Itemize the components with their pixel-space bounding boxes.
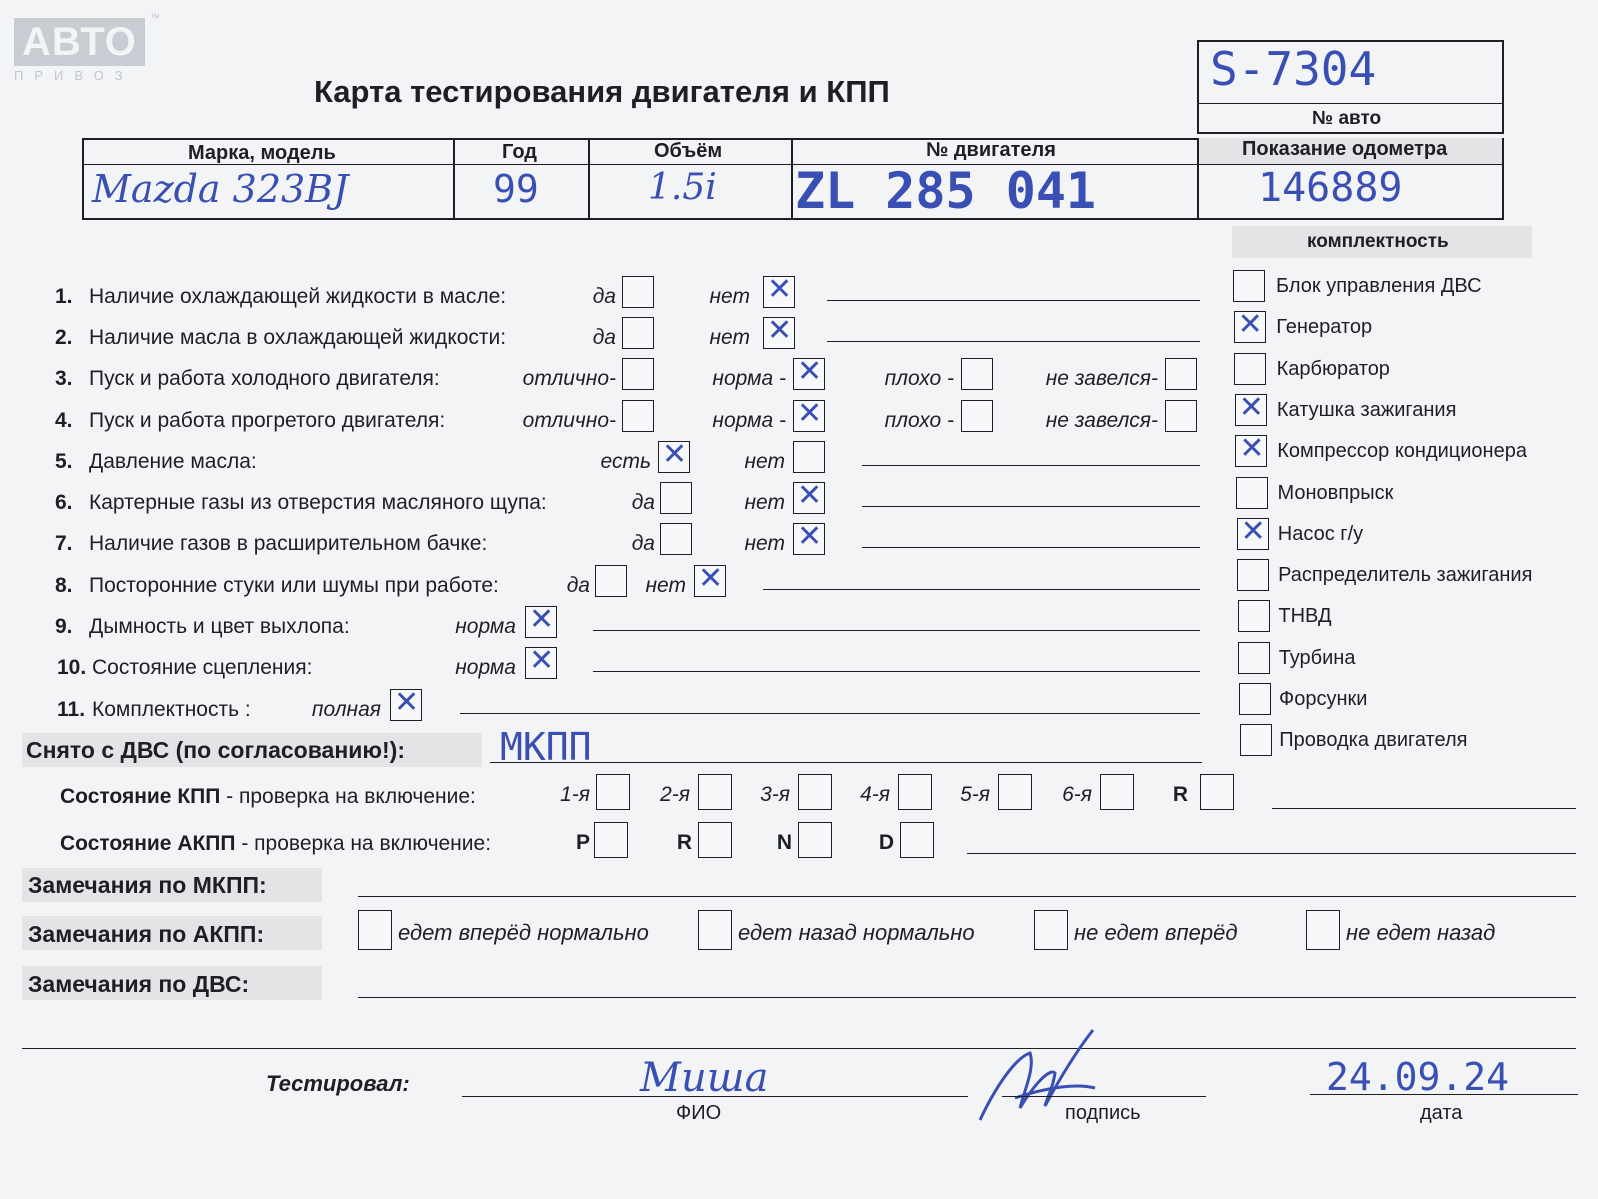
akpp-remark-label: едет назад нормально (738, 920, 975, 945)
option-checkbox[interactable] (793, 354, 825, 390)
kpp-gear-label: 1-я (560, 783, 590, 806)
row-number: 9. (55, 615, 73, 638)
row-number: 10. (57, 656, 87, 679)
check-mark-icon: ✕ (394, 685, 420, 720)
completeness-checkbox[interactable] (1238, 600, 1270, 632)
option-checkbox[interactable] (390, 685, 422, 721)
col-odometer: Показание одометра (1242, 138, 1448, 160)
option-checkbox[interactable] (793, 478, 825, 514)
col-year: Год (502, 141, 537, 163)
answer-line (763, 589, 1200, 590)
check-mark-icon: ✕ (767, 313, 793, 348)
kpp-gear-label: 4-я (860, 783, 890, 806)
akpp-remark-label: не едет назад (1346, 920, 1496, 945)
completeness-label: Моновпрыск (1277, 481, 1394, 504)
option-label: плохо - (884, 409, 954, 432)
kpp-gear-checkbox[interactable] (1200, 774, 1234, 810)
option-checkbox[interactable] (961, 400, 993, 432)
removed-label: Снято с ДВС (по согласованию!): (26, 737, 405, 763)
kpp-label (60, 786, 476, 807)
option-label: норма - (712, 367, 786, 390)
row-label: Комплектность : (92, 698, 251, 721)
signature-label: подпись (1065, 1102, 1141, 1124)
col-volume: Объём (654, 140, 723, 162)
akpp-remark-checkbox[interactable] (698, 910, 732, 950)
option-checkbox[interactable] (660, 482, 692, 514)
option-checkbox[interactable] (658, 437, 690, 473)
kpp-line (1272, 808, 1576, 809)
completeness-label: ТНВД (1278, 605, 1332, 628)
option-checkbox[interactable] (763, 313, 795, 349)
removed-line (490, 762, 1202, 763)
check-mark-icon: ✕ (797, 478, 823, 513)
option-checkbox[interactable] (793, 441, 825, 473)
answer-line (460, 713, 1200, 714)
akpp-gear-checkbox[interactable] (798, 822, 832, 858)
option-label: да (631, 532, 655, 555)
completeness-label: Катушка зажигания (1276, 398, 1457, 421)
kpp-gear-label: 6-я (1062, 783, 1092, 806)
answer-line (827, 341, 1200, 342)
akpp-line (967, 853, 1576, 854)
completeness-checkbox[interactable] (1237, 559, 1269, 591)
fio-label: ФИО (676, 1102, 722, 1124)
remarks-mkpp-label: Замечания по МКПП: (28, 872, 267, 898)
check-mark-icon: ✕ (1238, 389, 1264, 425)
answer-line (593, 630, 1200, 631)
row-label: Дымность и цвет выхлопа: (89, 615, 350, 638)
kpp-label-bold: Состояние КПП (60, 785, 221, 808)
option-label: нет (645, 574, 686, 597)
option-checkbox[interactable] (660, 523, 692, 555)
tester-name-value: Миша (640, 1055, 769, 1101)
car-number-value: S-7304 (1210, 42, 1377, 96)
option-label: да (631, 491, 655, 514)
fio-line (462, 1096, 968, 1097)
row-label: Посторонние стуки или шумы при работе: (89, 574, 499, 597)
col-engine-no: № двигателя (926, 139, 1056, 161)
remarks-dvs-label: Замечания по ДВС: (28, 971, 250, 997)
option-label: не завелся- (1045, 409, 1158, 432)
check-mark-icon: ✕ (797, 519, 823, 554)
date-line (1310, 1094, 1578, 1095)
akpp-remark-checkbox[interactable] (1034, 910, 1068, 950)
odometer-value: 146889 (1258, 165, 1403, 211)
option-checkbox[interactable] (525, 602, 557, 638)
row-number: 4. (55, 409, 73, 432)
row-number: 11. (57, 698, 86, 721)
akpp-gear-label: R (676, 831, 692, 854)
option-label: да (592, 326, 616, 349)
option-label: нет (744, 532, 785, 555)
row-label: Давление масла: (89, 450, 257, 473)
date-value: 24.09.24 (1326, 1055, 1510, 1099)
check-mark-icon: ✕ (797, 354, 823, 389)
akpp-remark-label: едет вперёд нормально (398, 920, 649, 945)
remarks-extra-line (22, 1048, 1576, 1049)
completeness-checkbox[interactable] (1237, 513, 1269, 550)
option-checkbox[interactable] (1165, 358, 1197, 390)
row-number: 3. (55, 367, 73, 390)
col-make: Марка, модель (188, 142, 336, 164)
option-label: нет (744, 450, 785, 473)
completeness-checkbox[interactable] (1240, 724, 1272, 756)
logo (14, 18, 145, 83)
engine-no-value: ZL 285 041 (795, 162, 1097, 220)
akpp-gear-checkbox[interactable] (594, 822, 628, 858)
akpp-gear-checkbox[interactable] (698, 822, 732, 858)
check-mark-icon: ✕ (529, 602, 555, 637)
check-mark-icon: ✕ (1239, 431, 1265, 467)
check-mark-icon: ✕ (797, 396, 823, 431)
completeness-label: Форсунки (1279, 688, 1368, 710)
signature-line (1002, 1096, 1206, 1097)
akpp-label-bold: Состояние АКПП (60, 832, 236, 855)
make-value: Mazda 323BJ (92, 167, 349, 211)
option-checkbox[interactable] (961, 358, 993, 390)
option-label: нет (709, 326, 750, 349)
remarks-akpp-label: Замечания по АКПП: (28, 921, 265, 947)
completeness-label: Генератор (1276, 316, 1373, 339)
completeness-label: Турбина (1278, 646, 1356, 669)
option-label: да (592, 285, 616, 308)
option-label: норма (455, 615, 516, 638)
page-title: Карта тестирования двигателя и КПП (314, 74, 890, 109)
row-label: Пуск и работа прогретого двигателя: (89, 409, 446, 432)
kpp-gear-label: 5-я (960, 783, 990, 806)
check-mark-icon: ✕ (529, 643, 555, 678)
option-label: плохо - (884, 367, 954, 390)
option-checkbox[interactable] (622, 400, 654, 432)
row-label: Пуск и работа холодного двигателя: (89, 367, 440, 390)
logo-tm: ™ (150, 13, 160, 24)
akpp-remark-label: не едет вперёд (1074, 920, 1238, 945)
row-number: 8. (55, 574, 73, 597)
row-number: 2. (55, 326, 73, 349)
option-label: нет (709, 285, 750, 308)
row-number: 7. (55, 532, 73, 555)
kpp-label-rest: - проверка на включение: (220, 785, 476, 808)
option-label: полная (311, 698, 381, 721)
option-label: отлично- (522, 409, 616, 432)
remarks-dvs-line (358, 997, 1576, 998)
akpp-gear-checkbox[interactable] (900, 822, 934, 858)
option-label: отлично- (522, 367, 616, 390)
row-label: Наличие масла в охлаждающей жидкости: (89, 326, 507, 349)
check-mark-icon: ✕ (698, 561, 724, 596)
option-checkbox[interactable] (793, 519, 825, 555)
kpp-gear-checkbox[interactable] (998, 774, 1032, 810)
logo-sub: ПРИВОЗ (14, 68, 134, 83)
check-mark-icon: ✕ (1237, 307, 1263, 343)
option-checkbox[interactable] (622, 358, 654, 390)
option-checkbox[interactable] (622, 276, 654, 308)
row-label: Состояние сцепления: (92, 656, 313, 679)
answer-line (827, 300, 1200, 301)
option-checkbox[interactable] (1165, 400, 1197, 432)
answer-line (862, 465, 1200, 466)
completeness-checkbox[interactable] (1234, 353, 1266, 385)
completeness-checkbox[interactable] (1234, 307, 1266, 343)
kpp-gear-checkbox[interactable] (1100, 774, 1134, 810)
option-label: нет (744, 491, 785, 514)
tested-by-label: Тестировал: (266, 1071, 410, 1096)
akpp-gear-label: N (776, 831, 792, 854)
option-checkbox[interactable] (622, 317, 654, 349)
completeness-checkbox[interactable] (1239, 683, 1271, 715)
akpp-gear-label: D (878, 831, 894, 854)
completeness-title: комплектность (1307, 231, 1449, 252)
akpp-label-rest: - проверка на включение: (235, 832, 492, 855)
check-mark-icon: ✕ (1240, 513, 1266, 549)
option-label: норма - (712, 409, 786, 432)
option-label: не завелся- (1045, 367, 1158, 390)
completeness-label: Насос г/у (1277, 522, 1364, 545)
akpp-remark-checkbox[interactable] (358, 910, 392, 950)
option-label: есть (600, 450, 651, 473)
option-label: норма (455, 656, 516, 679)
check-mark-icon: ✕ (662, 437, 688, 472)
row-number: 5. (55, 450, 73, 473)
year-value: 99 (493, 167, 539, 211)
completeness-checkbox[interactable] (1233, 270, 1265, 302)
car-number-label: № авто (1312, 108, 1382, 129)
akpp-remark-checkbox[interactable] (1306, 910, 1340, 950)
option-label: да (566, 574, 590, 597)
option-checkbox[interactable] (793, 396, 825, 432)
option-checkbox[interactable] (694, 561, 726, 597)
completeness-checkbox[interactable] (1236, 477, 1268, 509)
header-col-div-2 (588, 138, 590, 220)
header-col-div-3 (791, 138, 793, 220)
kpp-gear-checkbox[interactable] (798, 774, 832, 810)
kpp-gear-label: 3-я (760, 783, 790, 806)
date-label: дата (1420, 1102, 1463, 1124)
row-label: Наличие охлаждающей жидкости в масле: (89, 285, 507, 308)
row-number: 1. (55, 285, 73, 308)
kpp-gear-label: 2-я (660, 783, 690, 806)
completeness-checkbox[interactable] (1238, 642, 1270, 674)
kpp-gear-checkbox[interactable] (698, 774, 732, 810)
akpp-gear-label: P (575, 831, 590, 854)
kpp-gear-label: R (1172, 783, 1188, 806)
kpp-gear-checkbox[interactable] (898, 774, 932, 810)
completeness-checkbox[interactable] (1235, 431, 1267, 467)
completeness-label: Компрессор кондиционера (1277, 440, 1527, 463)
kpp-gear-checkbox[interactable] (596, 774, 630, 810)
completeness-checkbox[interactable] (1235, 389, 1267, 426)
answer-line (862, 547, 1200, 548)
row-number: 6. (55, 491, 73, 514)
answer-line (593, 671, 1200, 672)
removed-value: МКПП (500, 725, 592, 769)
remarks-mkpp-line (358, 896, 1576, 897)
completeness-label: Проводка двигателя (1279, 729, 1468, 752)
volume-value: 1.5i (648, 167, 717, 208)
header-col-div-1 (453, 138, 455, 220)
option-checkbox[interactable] (595, 565, 627, 597)
row-label: Картерные газы из отверстия масляного щупа: (89, 491, 547, 514)
row-label: Наличие газов в расширительном бачке: (89, 532, 488, 555)
car-number-divider (1197, 103, 1504, 104)
completeness-label: Карбюратор (1276, 357, 1390, 380)
logo-main: АВТО (14, 18, 145, 66)
completeness-label: Блок управления ДВС (1276, 275, 1482, 297)
akpp-label (60, 833, 491, 854)
option-checkbox[interactable] (763, 272, 795, 308)
option-checkbox[interactable] (525, 643, 557, 679)
check-mark-icon: ✕ (767, 272, 793, 307)
answer-line (862, 506, 1200, 507)
completeness-label: Распределитель зажигания (1278, 564, 1533, 587)
